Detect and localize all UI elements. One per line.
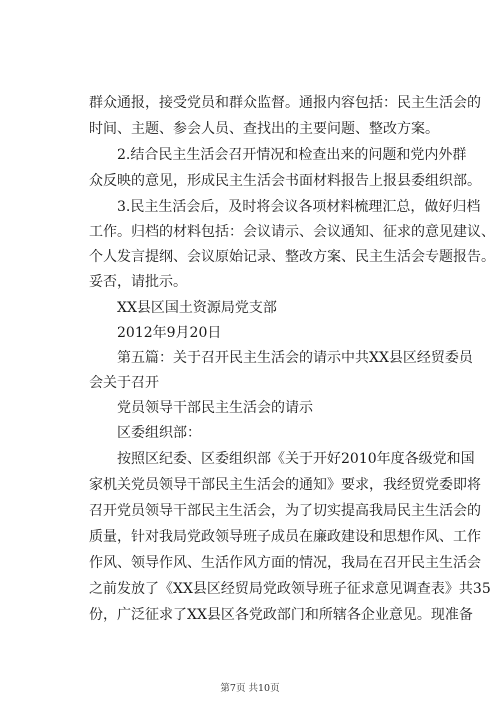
text-line-2: 时间、主题、参会人员、查找出的主要问题、整改方案。 [89, 121, 439, 137]
text-line-15: 按照区纪委、区委组织部《关于开好2010年度各级党和国 [117, 451, 475, 467]
text-line-17: 召开党员领导干部民主生活会，为了切实提高我局民主生活会的 [89, 503, 481, 519]
text-line-16: 家机关党员领导干部民主生活会的通知》要求，我经贸党委即将 [89, 477, 481, 493]
text-line-7: 个人发言提纲、会议原始记录、整改方案、民主生活会专题报告。 [89, 249, 495, 265]
text-line-21: 份，广泛征求了XX县区各党政部门和所辖各企业意见。现准备 [89, 607, 473, 623]
signature-date: 2012年9月20日 [117, 325, 222, 341]
page-footer: 第7页 共10页 [220, 683, 280, 694]
text-line-5: 3.民主生活会后，及时将会议各项材料梳理汇总，做好归档 [117, 199, 481, 215]
text-line-3: 2.结合民主生活会召开情况和检查出来的问题和党内外群 [117, 147, 467, 163]
text-line-6: 工作。归档的材料包括：会议请示、会议通知、征求的意见建议、 [89, 224, 495, 240]
section-heading-line-1: 第五篇：关于召开民主生活会的请示中共XX县区经贸委员 [117, 350, 473, 366]
text-line-20: 之前发放了《XX县区经贸局党政领导班子征求意见调查表》共35 [89, 581, 491, 597]
text-line-4: 众反映的意见，形成民主生活会书面材料报告上报县委组织部。 [89, 173, 481, 189]
signature-org: XX县区国土资源局党支部 [117, 300, 277, 316]
text-line-18: 质量，针对我局党政领导班子成员在廉政建设和思想作风、工作 [89, 529, 481, 545]
salutation: 区委组织部： [117, 425, 201, 441]
section-subtitle: 党员领导干部民主生活会的请示 [117, 400, 313, 416]
text-line-8: 妥否，请批示。 [89, 274, 187, 290]
section-heading-line-2: 会关于召开 [89, 375, 159, 391]
text-line-1: 群众通报，接受党员和群众监督。通报内容包括：民主生活会的 [89, 95, 481, 111]
text-line-19: 作风、领导作风、生活作风方面的情况，我局在召开民主生活会 [89, 555, 481, 571]
